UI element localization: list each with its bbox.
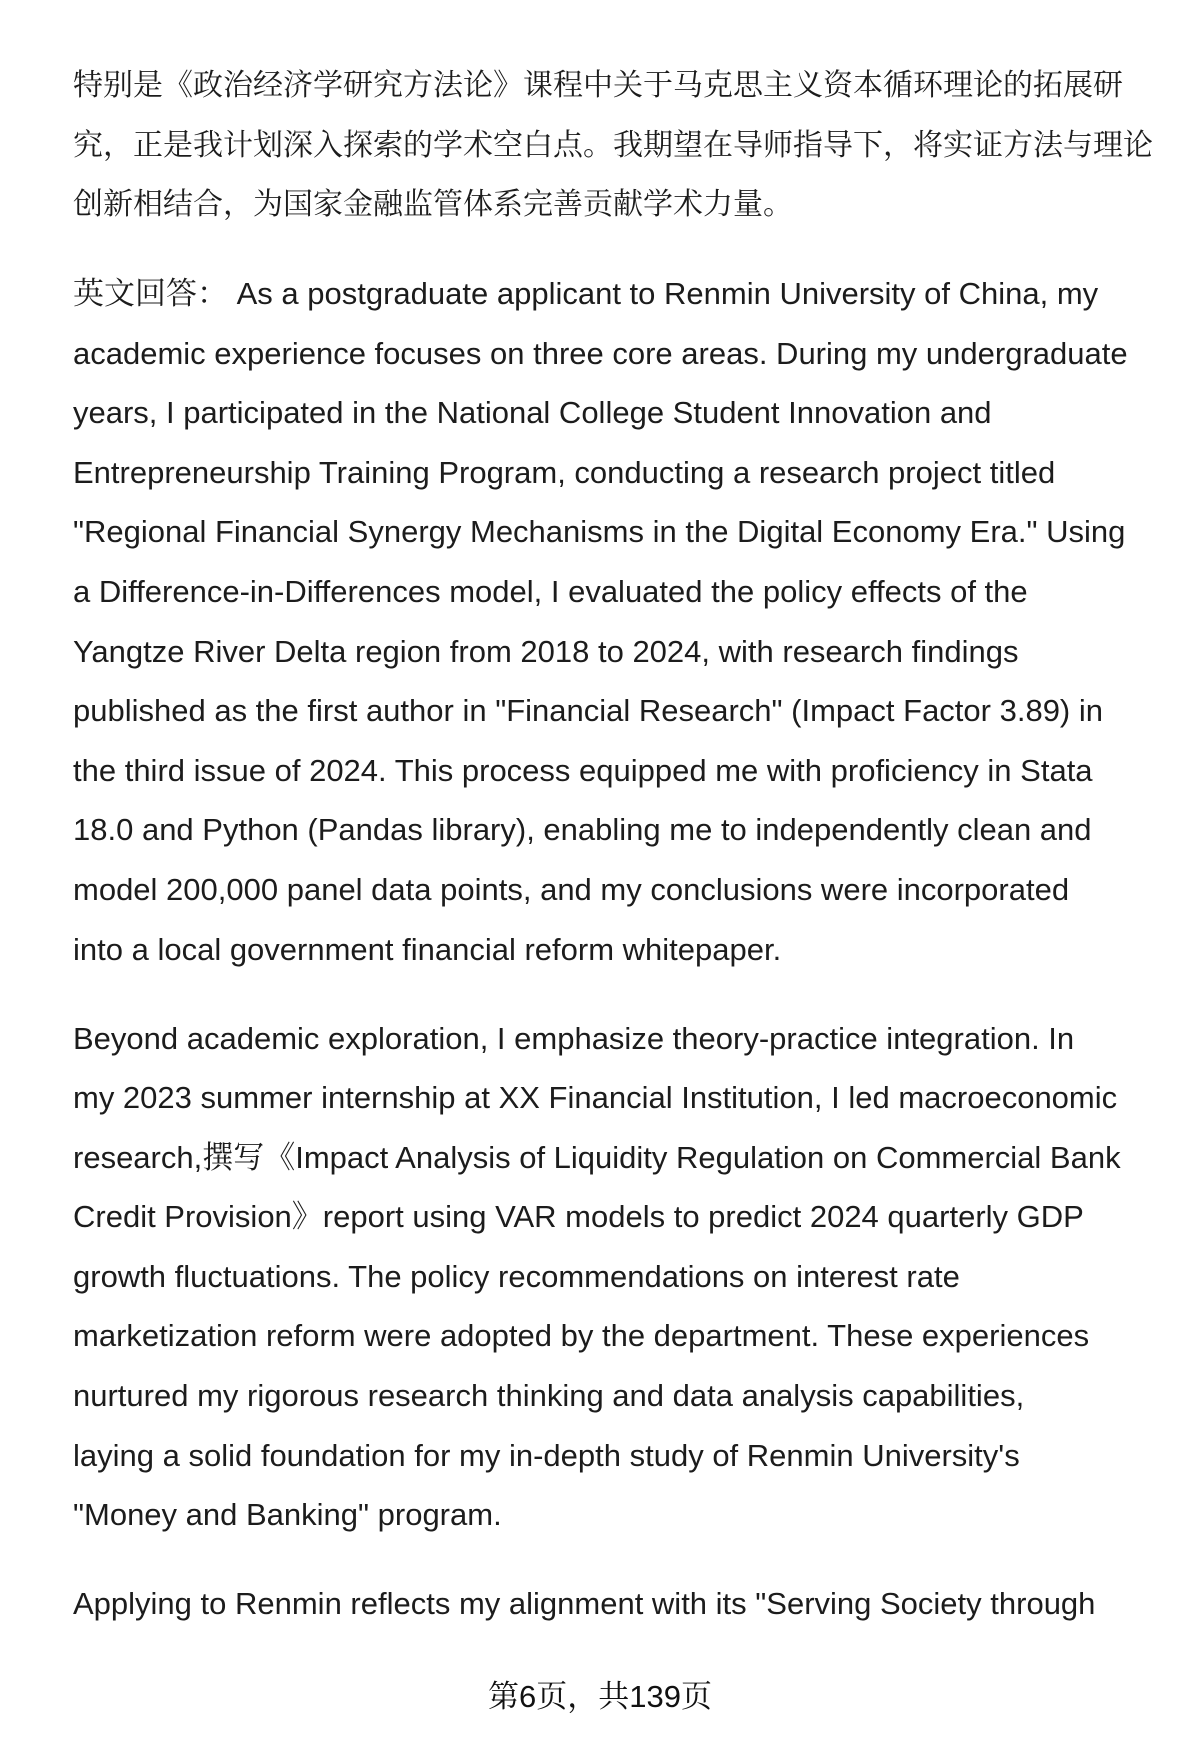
text-line: 究，正是我计划深入探索的学术空白点。我期望在导师指导下，将实证方法与理论 — [73, 128, 1153, 162]
text-line: marketization reform were adopted by the department. These experiences — [73, 1318, 1090, 1354]
text-line: 创新相结合，为国家金融监管体系完善贡献学术力量。 — [73, 188, 793, 222]
text-line: "Money and Banking" program. — [73, 1497, 502, 1533]
text-line: 18.0 and Python (Pandas library), enabling me to independently clean and — [73, 812, 1092, 848]
paragraph-chinese-answer-end — [73, 56, 1183, 235]
text-line: the third issue of 2024. This process equipped me with proficiency in Stata — [73, 752, 1093, 788]
text-line: laying a solid foundation for my in-depth study of Renmin University's — [73, 1437, 1020, 1473]
text-line: growth fluctuations. The policy recommendations on interest rate — [73, 1258, 960, 1294]
page-number-footer: 第6页，共139页 — [488, 1679, 712, 1714]
text-line: nurtured my rigorous research thinking and data analysis capabilities, — [73, 1378, 1025, 1414]
paragraph-application-motivation — [73, 1574, 1183, 1634]
text-line: 英文回答： As a postgraduate applicant to Renmin University of China, my — [73, 276, 1099, 312]
text-line: Beyond academic exploration, I emphasize theory-practice integration. In — [73, 1020, 1075, 1056]
text-line: published as the first author in "Financial Research" (Impact Factor 3.89) in — [73, 693, 1103, 729]
text-line: 特别是《政治经济学研究方法论》课程中关于马克思主义资本循环理论的拓展研 — [73, 69, 1123, 102]
text-line: into a local government financial reform whitepaper. — [73, 931, 782, 967]
text-line: my 2023 summer internship at XX Financial Institution, I led macroeconomic — [73, 1080, 1118, 1116]
text-line: model 200,000 panel data points, and my conclusions were incorporated — [73, 872, 1070, 908]
text-line: a Difference-in-Differences model, I evaluated the policy effects of the — [73, 574, 1028, 610]
text-line: research,撰写《Impact Analysis of Liquidity Regulation on Commercial Bank — [73, 1139, 1121, 1175]
document-body — [73, 56, 1183, 1663]
text-line: years, I participated in the National College Student Innovation and — [73, 395, 992, 431]
text-line: Yangtze River Delta region from 2018 to 2024, with research findings — [73, 633, 1019, 669]
text-line: academic experience focuses on three core areas. During my undergraduate — [73, 335, 1128, 371]
text-line: Applying to Renmin reflects my alignment with its "Serving Society through — [73, 1586, 1096, 1622]
paragraph-practice-experience — [73, 1009, 1183, 1545]
text-line: Entrepreneurship Training Program, conducting a research project titled — [73, 454, 1056, 490]
text-line: Credit Provision》report using VAR models to predict 2024 quarterly GDP — [73, 1199, 1084, 1235]
paragraph-english-answer-intro — [73, 264, 1183, 979]
text-line: "Regional Financial Synergy Mechanisms in the Digital Economy Era." Using — [73, 514, 1126, 550]
